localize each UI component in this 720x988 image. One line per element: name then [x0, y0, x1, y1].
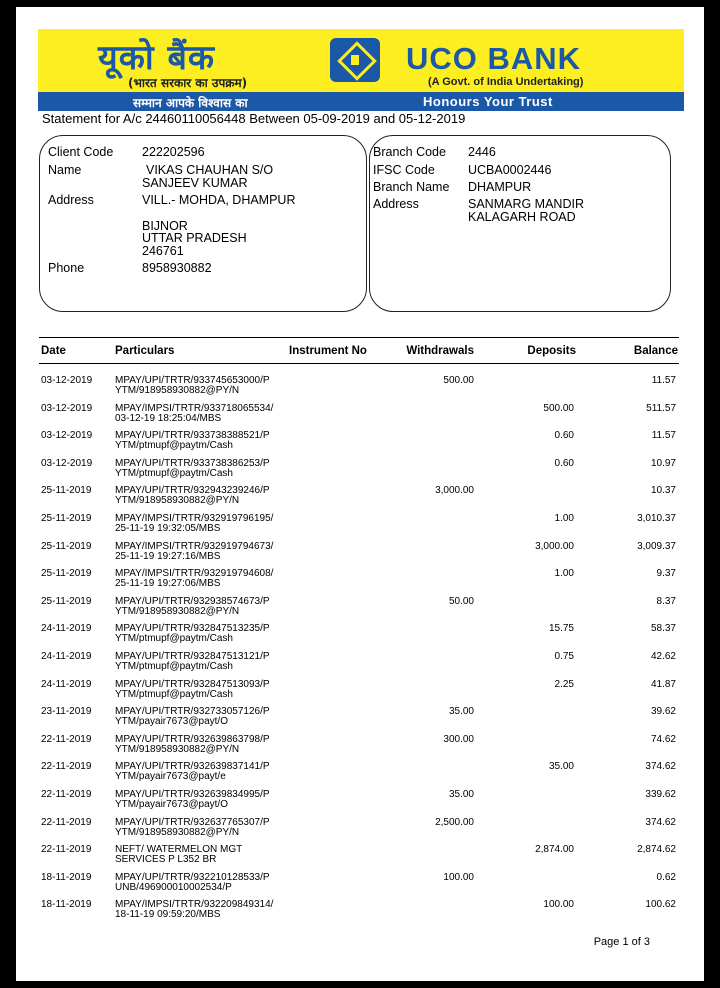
table-header-rule: [39, 363, 679, 364]
row-particulars-line2: 25-11-19 19:32:05/MBS: [115, 523, 221, 534]
row-particulars-line1: MPAY/UPI/TRTR/932639834995/P: [115, 789, 270, 800]
statement-page: [16, 7, 704, 981]
tagline-bar: [38, 92, 684, 111]
row-date: 25-11-2019: [41, 540, 92, 552]
row-withdrawal: 2,500.00: [435, 816, 474, 828]
bank-header-banner: [38, 29, 684, 93]
row-balance: 11.57: [651, 375, 676, 386]
table-row: [16, 541, 704, 569]
row-balance: 39.62: [650, 706, 676, 718]
header-particulars: Particulars: [115, 345, 175, 357]
row-particulars-line1: MPAY/UPI/TRTR/933738388521/P: [115, 430, 270, 442]
row-deposit: 1.00: [554, 568, 574, 580]
row-withdrawal: 500.00: [443, 375, 474, 386]
row-particulars-line2: 25-11-19 19:27:16/MBS: [115, 550, 221, 562]
row-date: 03-12-2019: [41, 402, 93, 414]
client-address-line4: 246761: [142, 244, 184, 258]
row-particulars-line2: SERVICES P L352 BR: [115, 854, 217, 866]
header-deposits: Deposits: [527, 345, 576, 357]
row-date: 22-11-2019: [41, 761, 92, 773]
ifsc-code-label: IFSC Code: [373, 163, 435, 177]
row-particulars-line1: MPAY/IMPSI/TRTR/932919796195/: [115, 513, 274, 524]
client-phone-value: 8958930882: [142, 261, 212, 275]
header-instrument-no: Instrument No: [289, 345, 367, 357]
govt-undertaking-english: (A Govt. of India Undertaking): [428, 76, 584, 88]
client-address-line2: BIJNOR: [142, 219, 188, 233]
client-address-line3: UTTAR PRADESH: [142, 231, 247, 245]
row-balance: 339.62: [645, 789, 676, 800]
branch-address-label: Address: [373, 197, 419, 211]
table-row: [16, 899, 704, 927]
client-address-label: Address: [48, 193, 94, 207]
row-withdrawal: 100.00: [443, 871, 474, 883]
client-name-line2: SANJEEV KUMAR: [142, 176, 248, 190]
client-info-box: [39, 135, 367, 312]
row-particulars-line2: YTM/payair7673@payt/e: [115, 771, 226, 783]
table-row: [16, 596, 704, 624]
table-row: [16, 651, 704, 679]
row-date: 22-11-2019: [41, 816, 92, 828]
table-row: [16, 872, 704, 900]
row-particulars-line1: NEFT/ WATERMELON MGT: [115, 844, 243, 856]
tagline-hindi: सम्मान आपके विश्वास का: [133, 96, 248, 110]
row-particulars-line1: MPAY/UPI/TRTR/933738386253/P: [115, 457, 270, 469]
row-deposit: 2.25: [554, 678, 574, 690]
row-particulars-line1: MPAY/UPI/TRTR/932210128533/P: [115, 871, 270, 883]
row-particulars-line2: YTM/ptmupf@paytm/Cash: [115, 688, 233, 700]
page-number: Page 1 of 3: [593, 936, 650, 948]
row-balance: 3,010.37: [637, 513, 676, 524]
table-row: [16, 761, 704, 789]
branch-name-value: DHAMPUR: [468, 180, 532, 194]
table-row: [16, 375, 704, 403]
row-withdrawal: 50.00: [448, 595, 474, 607]
row-balance: 511.57: [646, 402, 676, 414]
row-particulars-line1: MPAY/UPI/TRTR/932847513093/P: [115, 678, 270, 690]
row-particulars-line2: YTM/payair7673@payt/O: [115, 716, 228, 728]
row-withdrawal: 35.00: [448, 789, 474, 800]
row-particulars-line2: YTM/payair7673@payt/O: [115, 799, 228, 810]
row-particulars-line2: YTM/ptmupf@paytm/Cash: [115, 467, 233, 479]
client-code-label: Client Code: [48, 145, 114, 159]
client-name-label: Name: [48, 163, 82, 177]
row-balance: 74.62: [650, 733, 676, 745]
table-row: [16, 623, 704, 651]
row-particulars-line1: MPAY/UPI/TRTR/932938574673/P: [115, 595, 270, 607]
row-particulars-line2: YTM/918958930882@PY/N: [115, 826, 240, 838]
header-withdrawals: Withdrawals: [406, 345, 474, 357]
row-particulars-line2: YTM/ptmupf@paytm/Cash: [115, 661, 233, 672]
branch-address-line1: SANMARG MANDIR: [468, 197, 584, 211]
row-balance: 42.62: [650, 651, 676, 662]
row-balance: 10.37: [650, 485, 676, 497]
row-deposit: 0.60: [554, 430, 574, 442]
row-balance: 10.97: [650, 457, 676, 469]
row-date: 03-12-2019: [41, 430, 93, 442]
table-top-rule: [39, 337, 679, 338]
header-date: Date: [41, 345, 66, 357]
client-name-line1: VIKAS CHAUHAN S/O: [146, 163, 274, 177]
row-date: 23-11-2019: [41, 706, 92, 718]
row-date: 22-11-2019: [41, 844, 92, 856]
row-particulars-line1: MPAY/IMPSI/TRTR/933718065534/: [115, 402, 274, 414]
row-deposit: 500.00: [543, 402, 574, 414]
table-row: [16, 817, 704, 845]
row-deposit: 1.00: [554, 513, 574, 524]
table-row: [16, 789, 704, 817]
row-particulars-line2: YTM/918958930882@PY/N: [115, 605, 240, 617]
row-date: 25-11-2019: [41, 595, 92, 607]
row-particulars-line2: YTM/918958930882@PY/N: [115, 495, 240, 507]
bank-name-english: UCO BANK: [406, 41, 582, 76]
row-particulars-line2: UNB/496900010002534/P: [115, 881, 232, 893]
row-withdrawal: 3,000.00: [435, 485, 474, 497]
table-row: [16, 403, 704, 431]
client-phone-label: Phone: [48, 261, 85, 275]
row-particulars-line1: MPAY/UPI/TRTR/932943239246/P: [115, 485, 270, 497]
ifsc-code-value: UCBA0002446: [468, 163, 552, 177]
table-row: [16, 430, 704, 458]
row-date: 03-12-2019: [41, 375, 93, 386]
row-date: 22-11-2019: [41, 789, 92, 800]
row-balance: 58.37: [650, 623, 676, 635]
row-date: 24-11-2019: [41, 678, 92, 690]
tagline-english: Honours Your Trust: [423, 94, 553, 109]
row-date: 25-11-2019: [41, 568, 92, 580]
row-date: 18-11-2019: [41, 899, 92, 911]
row-particulars-line1: MPAY/UPI/TRTR/932733057126/P: [115, 706, 270, 718]
table-row: [16, 844, 704, 872]
row-date: 25-11-2019: [41, 485, 92, 497]
table-row: [16, 485, 704, 513]
row-date: 03-12-2019: [41, 457, 93, 469]
client-address-line1: VILL.- MOHDA, DHAMPUR: [142, 193, 296, 207]
row-balance: 100.62: [645, 899, 676, 911]
row-particulars-line1: MPAY/UPI/TRTR/932637765307/P: [115, 816, 270, 828]
row-particulars-line1: MPAY/UPI/TRTR/933745653000/P: [115, 375, 270, 386]
table-row: [16, 679, 704, 707]
row-date: 25-11-2019: [41, 513, 92, 524]
statement-title: Statement for A/c 24460110056448 Between 05-09-2019 and 05-12-2019: [42, 111, 466, 126]
client-code-value: 222202596: [142, 145, 205, 159]
branch-address-line2: KALAGARH ROAD: [468, 210, 576, 224]
branch-name-label: Branch Name: [373, 180, 450, 194]
table-row: [16, 568, 704, 596]
row-balance: 2,874.62: [637, 844, 676, 856]
row-particulars-line1: MPAY/IMPSI/TRTR/932919794608/: [115, 568, 274, 580]
row-deposit: 2,874.00: [535, 844, 574, 856]
branch-code-value: 2446: [468, 145, 496, 159]
row-date: 24-11-2019: [41, 651, 92, 662]
row-deposit: 35.00: [548, 761, 574, 773]
row-balance: 9.37: [656, 568, 676, 580]
row-deposit: 0.60: [554, 457, 574, 469]
bank-name-hindi: यूको बैंक: [98, 38, 216, 78]
row-balance: 0.62: [656, 871, 676, 883]
row-particulars-line2: 18-11-19 09:59:20/MBS: [115, 909, 221, 921]
row-particulars-line1: MPAY/UPI/TRTR/932639863798/P: [115, 733, 270, 745]
row-deposit: 0.75: [554, 651, 574, 662]
row-particulars-line2: YTM/ptmupf@paytm/Cash: [115, 633, 233, 645]
table-row: [16, 734, 704, 762]
row-balance: 374.62: [645, 816, 676, 828]
uco-logo-icon: [330, 38, 380, 82]
table-row: [16, 513, 704, 541]
row-particulars-line2: 25-11-19 19:27:06/MBS: [115, 578, 221, 590]
row-balance: 41.87: [650, 678, 676, 690]
row-particulars-line1: MPAY/UPI/TRTR/932847513235/P: [115, 623, 270, 635]
row-balance: 8.37: [656, 595, 676, 607]
row-particulars-line1: MPAY/UPI/TRTR/932639837141/P: [115, 761, 270, 773]
row-date: 24-11-2019: [41, 623, 92, 635]
header-balance: Balance: [633, 345, 678, 357]
row-particulars-line2: YTM/ptmupf@paytm/Cash: [115, 440, 233, 452]
row-balance: 374.62: [645, 761, 676, 773]
table-row: [16, 458, 704, 486]
table-row: [16, 706, 704, 734]
row-particulars-line1: MPAY/IMPSI/TRTR/932209849314/: [115, 899, 274, 911]
row-withdrawal: 300.00: [443, 733, 474, 745]
row-deposit: 15.75: [548, 623, 574, 635]
row-date: 18-11-2019: [41, 871, 92, 883]
row-balance: 11.57: [651, 430, 676, 442]
row-balance: 3,009.37: [637, 540, 676, 552]
govt-undertaking-hindi: (भारत सरकार का उपक्रम): [128, 76, 248, 90]
row-particulars-line1: MPAY/UPI/TRTR/932847513121/P: [115, 651, 270, 662]
row-particulars-line1: MPAY/IMPSI/TRTR/932919794673/: [115, 540, 274, 552]
branch-code-label: Branch Code: [373, 145, 446, 159]
row-deposit: 100.00: [543, 899, 574, 911]
row-particulars-line2: YTM/918958930882@PY/N: [115, 743, 240, 755]
row-date: 22-11-2019: [41, 733, 92, 745]
row-withdrawal: 35.00: [448, 706, 474, 718]
row-particulars-line2: 03-12-19 18:25:04/MBS: [115, 412, 222, 424]
row-particulars-line2: YTM/918958930882@PY/N: [115, 385, 240, 396]
row-deposit: 3,000.00: [535, 540, 574, 552]
